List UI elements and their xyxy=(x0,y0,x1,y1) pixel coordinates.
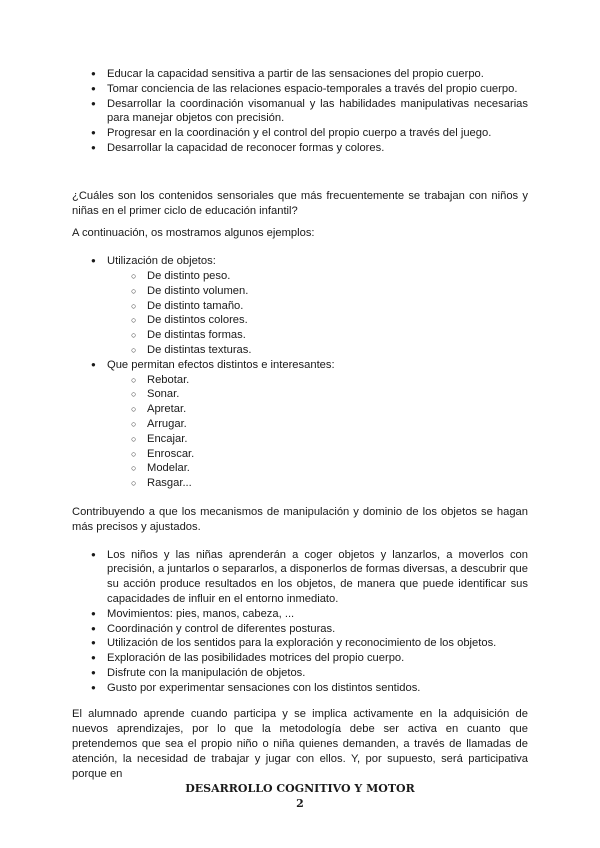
list-item: ● Los niños y las niñas aprenderán a coger objetos y lanzarlos, a moverlos con precisión, a juntarlos o separarlos, a disponerlos de formas diversas, a descubrir que su acción produce resultados en los objetos, de manera que puede identificar sus capacidades de influir en el entorno inmediato. xyxy=(91,548,528,607)
sublist-item: ○ De distinto tamaño. xyxy=(131,299,528,314)
sublist-item: ○ Arrugar. xyxy=(131,417,528,432)
page-number: 2 xyxy=(296,797,304,810)
sublist-item: ○ De distinto peso. xyxy=(131,269,528,284)
sublist-item: ○ De distintos colores. xyxy=(131,313,528,328)
page-content xyxy=(72,67,528,781)
intro-paragraph: A continuación, os mostramos algunos ejemplos: xyxy=(72,227,315,240)
sublist-item: ○ Rasgar... xyxy=(131,476,528,491)
sublist-item: ○ Enroscar. xyxy=(131,447,528,462)
objects-label: Utilización de objetos: xyxy=(107,255,216,268)
sublist-item: ○ De distintas texturas. xyxy=(131,343,528,358)
list-item: ● Utilización de los sentidos para la exploración y reconocimiento de los objetos. xyxy=(91,636,528,651)
list-item xyxy=(91,358,528,491)
closing-paragraph: El alumnado aprende cuando participa y se implica activamente en la adquisición de nuevos aprendizajes, por lo que la metodología debe ser activa en cuanto que pretendemos que sea el propio niño o niña quienes demanden, a través de llamadas de atención, la necesidad de trabajar y jugar con ellos. Y, por supuesto, será participativa porque en xyxy=(72,708,528,780)
sublist-item: ○ Sonar. xyxy=(131,387,528,402)
examples-list xyxy=(91,254,528,491)
list-item: ● Tomar conciencia de las relaciones espacio-temporales a través del propio cuerpo. xyxy=(91,82,528,97)
sublist-item: ○ De distintas formas. xyxy=(131,328,528,343)
contributing-paragraph: Contribuyendo a que los mecanismos de manipulación y dominio de los objetos se hagan más precisos y ajustados. xyxy=(72,505,528,533)
list-item: ● Educar la capacidad sensitiva a partir de las sensaciones del propio cuerpo. xyxy=(91,67,528,82)
effects-label: Que permitan efectos distintos e interesantes: xyxy=(107,358,335,371)
list-item: ● Disfrute con la manipulación de objetos. xyxy=(91,666,528,681)
sublist-item: ○ Rebotar. xyxy=(131,373,528,388)
sublist-item: ○ De distinto volumen. xyxy=(131,284,528,299)
list-item: ● Exploración de las posibilidades motrices del propio cuerpo. xyxy=(91,651,528,666)
objects-sublist xyxy=(131,269,528,358)
sublist-item: ○ Apretar. xyxy=(131,402,528,417)
list-item: ● Progresar en la coordinación y el control del propio cuerpo a través del juego. xyxy=(91,126,528,141)
objectives-list xyxy=(91,67,528,156)
question-paragraph: ¿Cuáles son los contenidos sensoriales que más frecuentemente se trabajan con niños y niñas en el primer ciclo de educación infantil? xyxy=(72,189,528,217)
list-item: ● Desarrollar la coordinación visomanual y las habilidades manipulativas necesarias para manejar objetos con precisión. xyxy=(91,97,528,127)
effects-sublist xyxy=(131,373,528,491)
list-item xyxy=(91,254,528,358)
sublist-item: ○ Encajar. xyxy=(131,432,528,447)
footer-title: DESARROLLO COGNITIVO Y MOTOR xyxy=(185,782,415,795)
list-item: ● Movimientos: pies, manos, cabeza, ... xyxy=(91,607,528,622)
sublist-item: ○ Modelar. xyxy=(131,461,528,476)
list-item: ● Coordinación y control de diferentes posturas. xyxy=(91,622,528,637)
contents-list xyxy=(91,548,528,696)
list-item: ● Desarrollar la capacidad de reconocer formas y colores. xyxy=(91,141,528,156)
list-item: ● Gusto por experimentar sensaciones con los distintos sentidos. xyxy=(91,681,528,696)
